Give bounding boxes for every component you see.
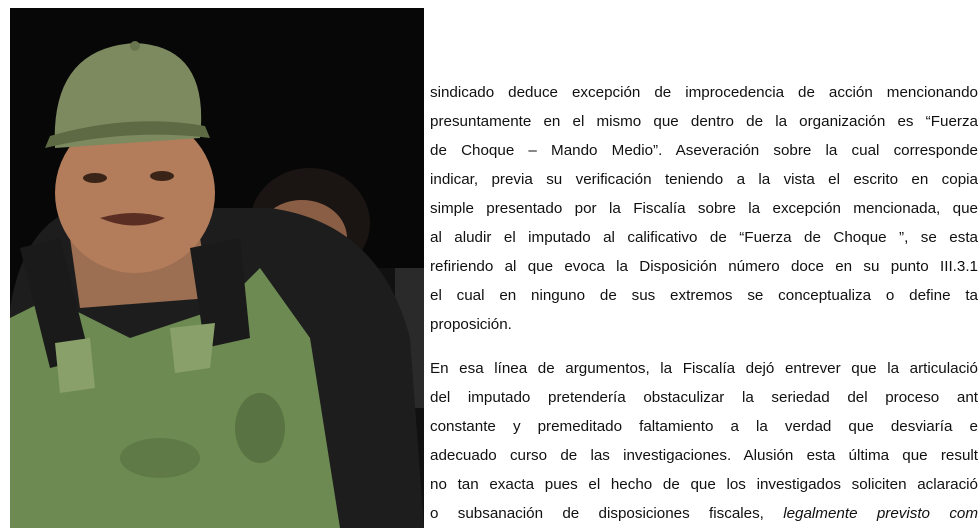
text-line: adecuado curso de las investigaciones. Alusión esta última que result — [430, 447, 978, 464]
text-line: no tan exacta pues el hecho de que los investigados soliciten aclaració — [430, 476, 978, 493]
text-line: En esa línea de argumentos, la Fiscalía dejó entrever que la articulació — [430, 360, 978, 377]
document-text — [430, 80, 978, 528]
text-line: sindicado deduce excepción de improcedencia de acción mencionando — [430, 84, 978, 101]
news-photo — [10, 8, 424, 528]
photo-illustration — [10, 8, 424, 528]
text-line-regular: o subsanación de disposiciones fiscales, — [430, 505, 784, 522]
text-line-italic: legalmente previsto com — [783, 505, 978, 522]
text-line: al aludir el imputado al calificativo de “Fuerza de Choque ”, se esta — [430, 229, 978, 246]
text-line — [430, 501, 978, 527]
text-line: constante y premeditado faltamiento a la verdad que desviaría e — [430, 418, 978, 435]
text-line: el cual en ninguno de sus extremos se conceptualiza o define ta — [430, 287, 978, 304]
text-line: de Choque – Mando Medio”. Aseveración sobre la cual corresponde — [430, 142, 978, 159]
text-line: proposición. — [430, 316, 512, 333]
text-line: refiriendo al que evoca la Disposición número doce en su punto III.3.1 — [430, 258, 978, 275]
text-line: indicar, previa su verificación teniendo a la vista el escrito en copia — [430, 171, 978, 188]
text-line: del imputado pretendería obstaculizar la seriedad del proceso ant — [430, 389, 978, 406]
text-line: presuntamente en el mismo que dentro de la organización es “Fuerza — [430, 113, 978, 130]
text-line: simple presentado por la Fiscalía sobre la excepción mencionada, que — [430, 200, 978, 217]
